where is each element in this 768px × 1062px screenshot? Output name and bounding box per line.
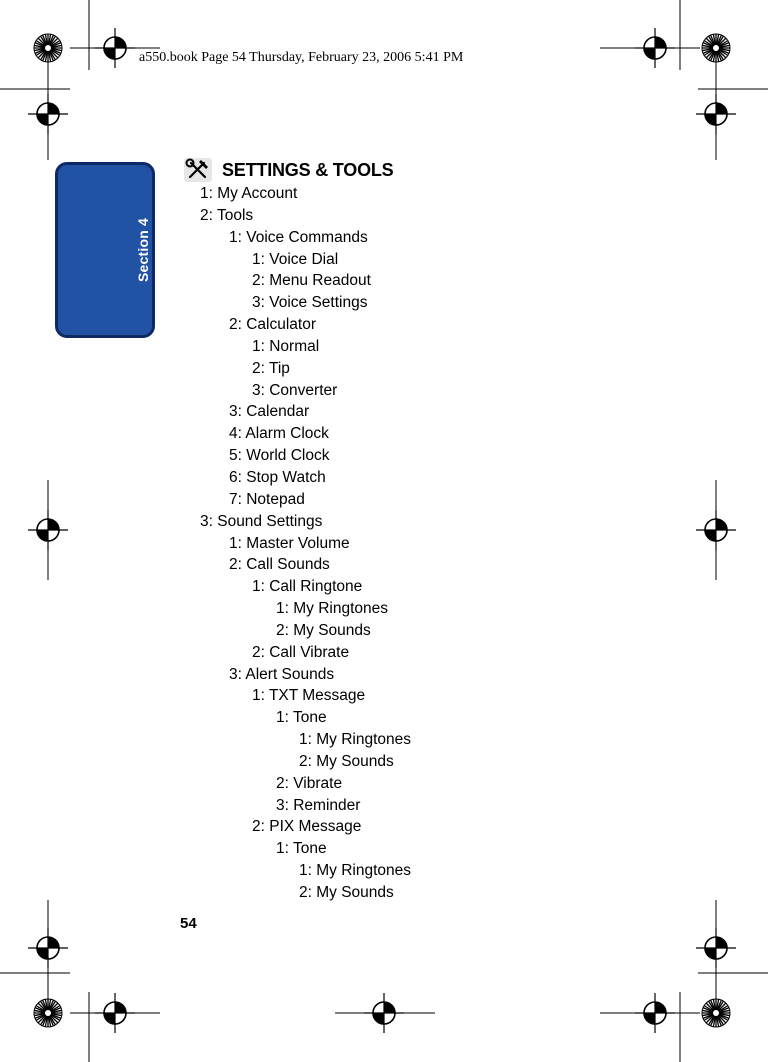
- menu-item: 1: My Account: [200, 185, 298, 202]
- menu-item: 2: My Sounds: [299, 752, 394, 770]
- menu-item: 1: My Ringtones: [276, 600, 388, 618]
- section-heading: [184, 157, 393, 183]
- menu-item: 2: Menu Readout: [252, 272, 371, 290]
- menu-item: 3: Voice Settings: [252, 294, 368, 312]
- menu-item: 2: My Sounds: [276, 621, 371, 639]
- menu-item: 1: Voice Dial: [252, 250, 339, 268]
- menu-item: 3: Calendar: [229, 403, 310, 421]
- menu-item: 3: Reminder: [276, 796, 361, 814]
- menu-item: 1: Tone: [276, 840, 327, 858]
- menu-item: 1: My Ringtones: [299, 862, 411, 880]
- menu-item: 1: TXT Message: [252, 687, 366, 705]
- menu-item: 7: Notepad: [229, 490, 305, 508]
- menu-tree: [200, 183, 411, 904]
- menu-item: 1: Tone: [276, 709, 327, 727]
- menu-item: 2: Calculator: [229, 316, 317, 334]
- menu-item: 3: Sound Settings: [200, 512, 323, 530]
- settings-tools-icon: [184, 158, 212, 182]
- menu-item: 1: My Ringtones: [299, 731, 411, 749]
- menu-item: 4: Alarm Clock: [229, 425, 329, 443]
- menu-item: 1: Voice Commands: [229, 228, 368, 246]
- menu-item: 6: Stop Watch: [229, 468, 326, 486]
- page-number: 54: [180, 915, 197, 932]
- menu-item: 2: Call Sounds: [229, 556, 330, 574]
- menu-item: 1: Call Ringtone: [252, 578, 363, 596]
- menu-item: 2: My Sounds: [299, 884, 394, 901]
- menu-item: 2: Tip: [252, 359, 290, 377]
- section-title: SETTINGS & TOOLS: [222, 159, 394, 180]
- menu-item: 2: Call Vibrate: [252, 643, 350, 661]
- menu-item: 3: Alert Sounds: [229, 665, 335, 683]
- menu-item: 2: PIX Message: [252, 818, 362, 836]
- menu-item: 2: Tools: [200, 206, 254, 224]
- section-tab-label: Section 4: [135, 217, 151, 283]
- menu-item: 1: Master Volume: [229, 534, 350, 552]
- menu-item: 5: World Clock: [229, 447, 330, 465]
- menu-item: 2: Vibrate: [276, 774, 343, 792]
- menu-item: 1: Normal: [252, 337, 320, 355]
- print-header: a550.book Page 54 Thursday, February 23, 2006 5:41 PM: [139, 50, 464, 65]
- menu-item: 3: Converter: [252, 381, 338, 399]
